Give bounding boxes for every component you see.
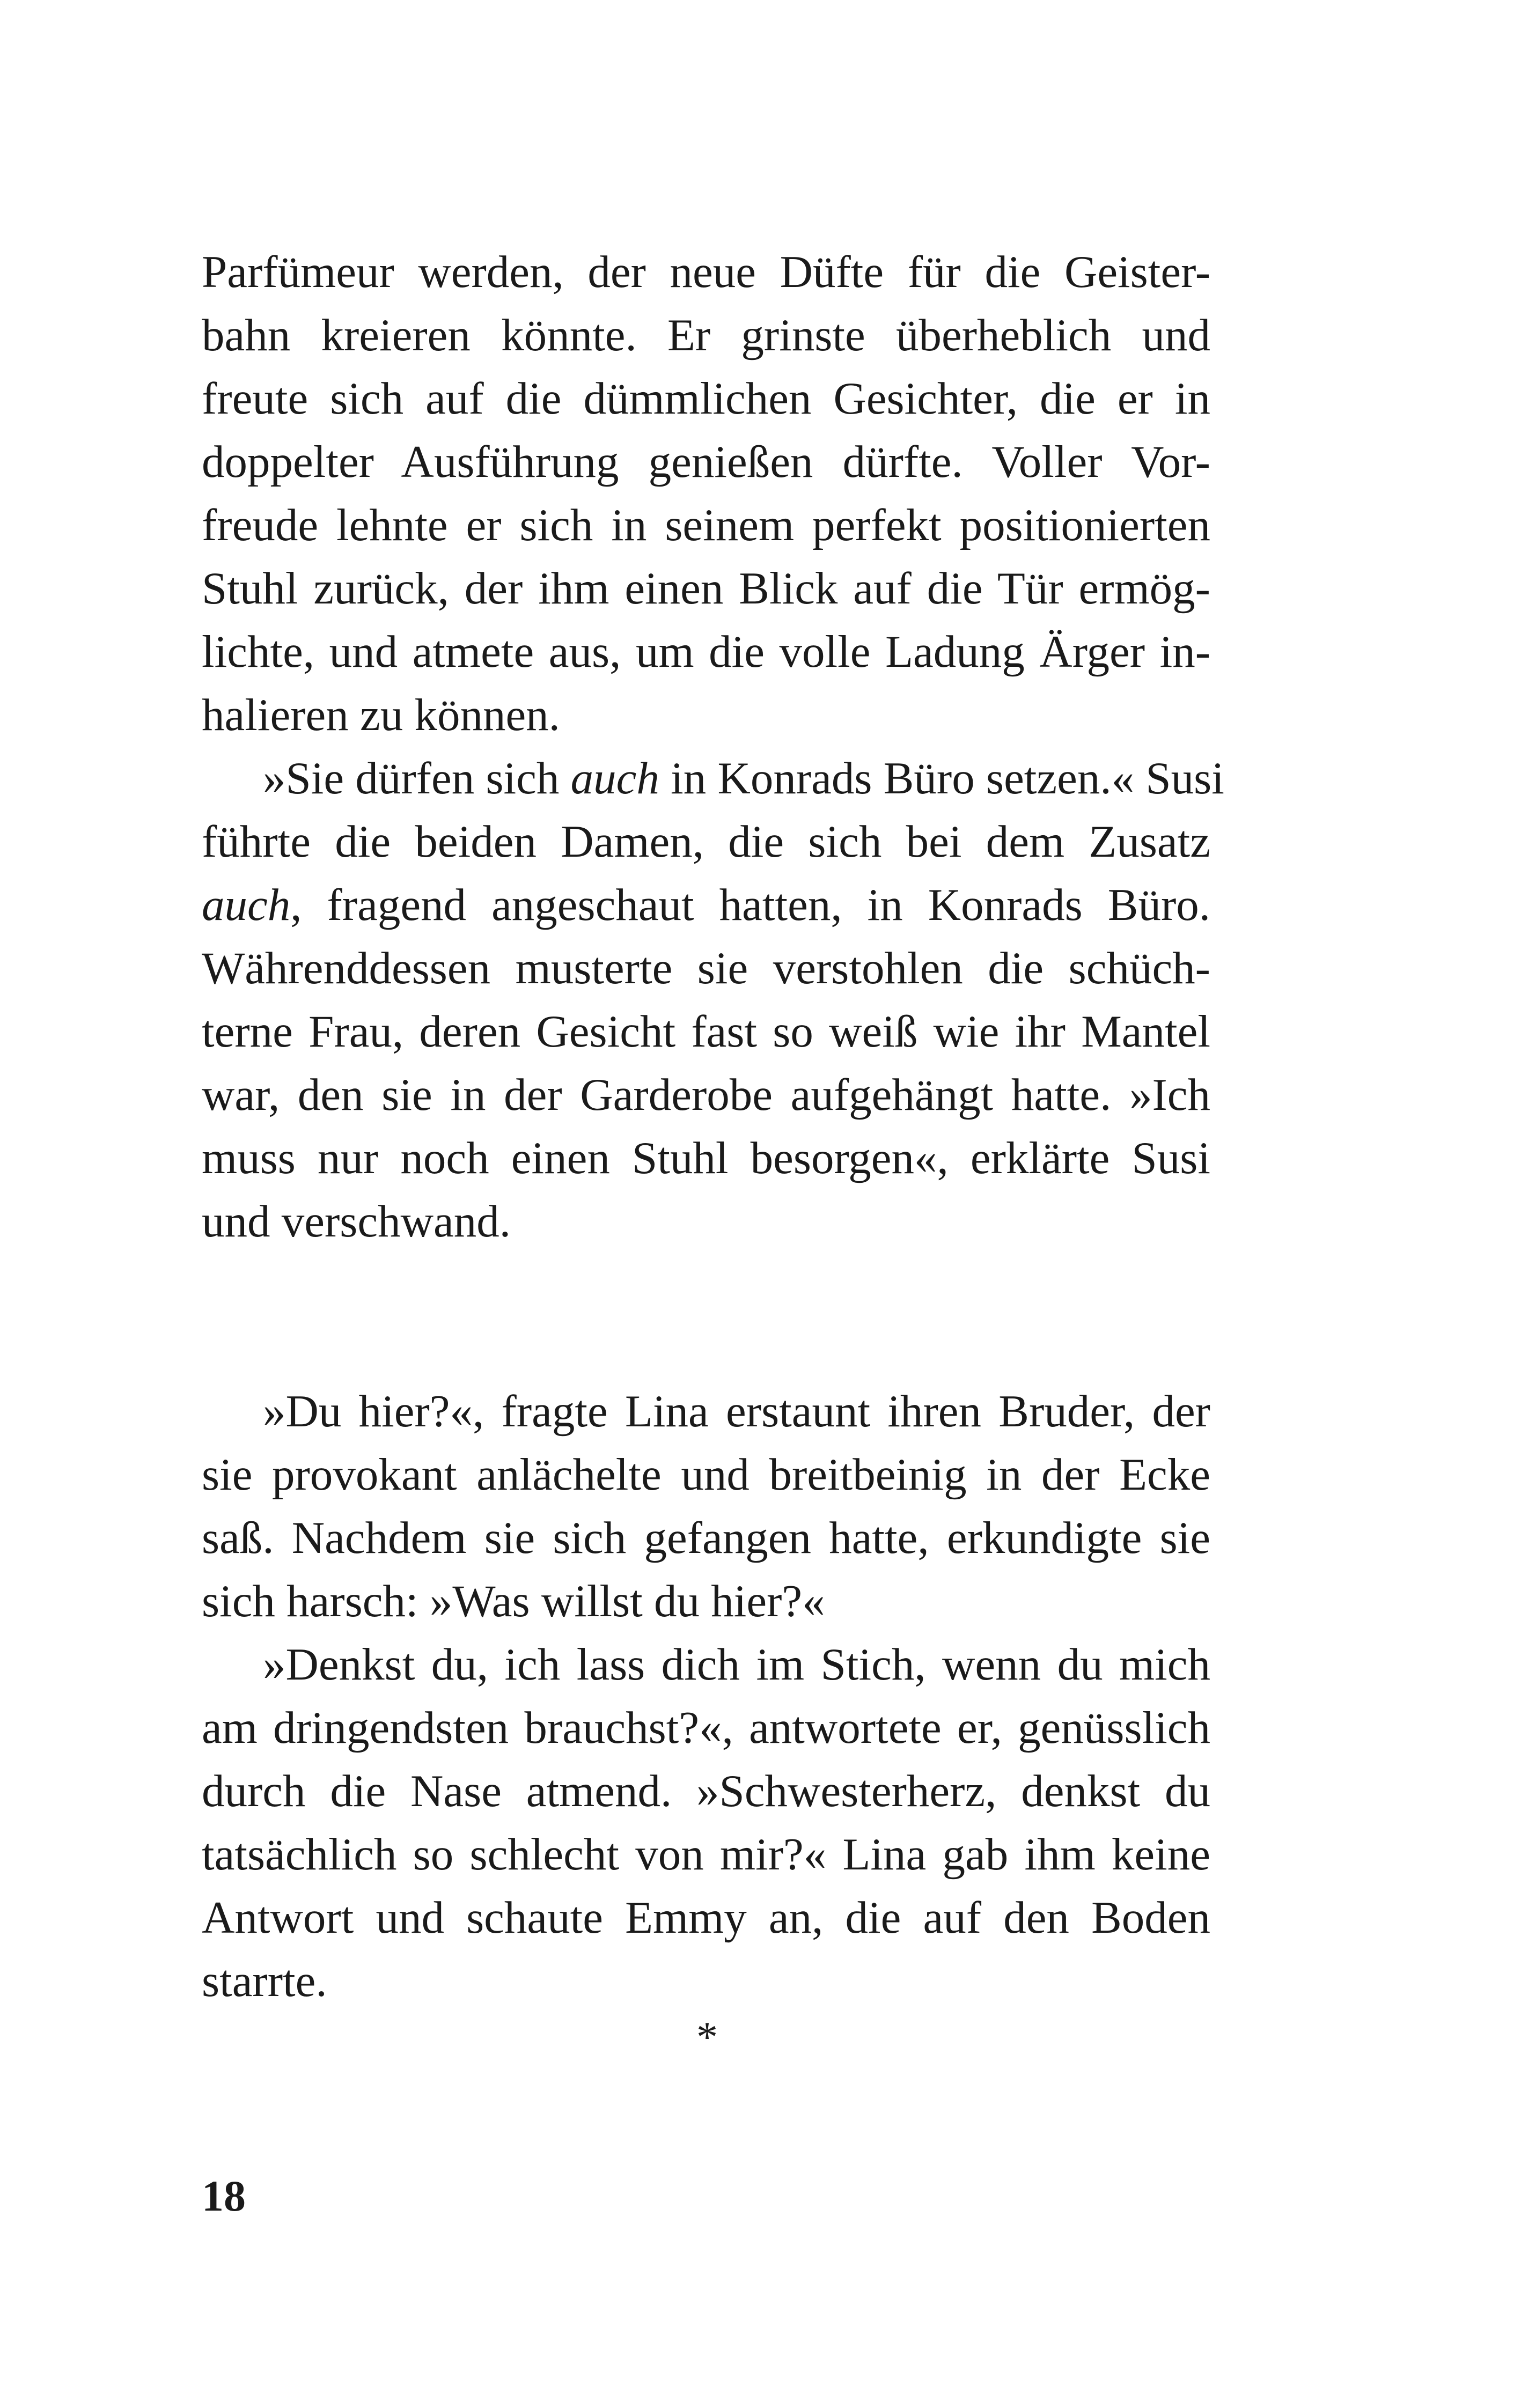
text-line: Parfümeur werden, der neue Düfte für die Geister- xyxy=(202,247,1210,297)
page-number: 18 xyxy=(202,2171,246,2220)
text-line: sich harsch: »Was willst du hier?« xyxy=(202,1576,825,1626)
text-line: halieren zu können. xyxy=(202,690,560,740)
section-separator: * xyxy=(696,2014,718,2061)
text-line: und verschwand. xyxy=(202,1196,511,1247)
text-line: »Denkst du, ich lass dich im Stich, wenn du mich xyxy=(263,1639,1210,1690)
text-line: war, den sie in der Garderobe aufgehängt hatte. »Ich xyxy=(202,1070,1210,1120)
text-fragment: in Konrads Büro setzen.« Susi xyxy=(659,753,1224,804)
text-line: Stuhl zurück, der ihm einen Blick auf die Tür ermög- xyxy=(202,563,1210,614)
text-fragment: »Sie dürfen sich xyxy=(263,753,571,804)
text-line: saß. Nachdem sie sich gefangen hatte, erkundigte sie xyxy=(202,1513,1210,1563)
text-line: am dringendsten brauchst?«, antwortete er, genüsslich xyxy=(202,1703,1210,1753)
text-line: durch die Nase atmend. »Schwesterherz, denkst du xyxy=(202,1766,1210,1816)
text-line: freude lehnte er sich in seinem perfekt positionierten xyxy=(202,500,1210,550)
italic-word: auch xyxy=(570,753,659,804)
text-line: freute sich auf die dümmlichen Gesichter, die er in xyxy=(202,373,1210,424)
text-line: muss nur noch einen Stuhl besorgen«, erklärte Susi xyxy=(202,1133,1210,1183)
text-line: starrte. xyxy=(202,1956,327,2006)
text-line: terne Frau, deren Gesicht fast so weiß wie ihr Mantel xyxy=(202,1006,1210,1057)
text-line xyxy=(202,747,1224,810)
body-text xyxy=(202,240,1224,2013)
text-line: bahn kreieren könnte. Er grinste überheblich und xyxy=(202,310,1210,360)
section-gap xyxy=(202,1253,1210,1380)
text-line: Antwort und schaute Emmy an, die auf den Boden xyxy=(202,1892,1210,1943)
text-line: sie provokant anlächelte und breitbeinig in der Ecke xyxy=(202,1449,1210,1500)
text-line: doppelter Ausführung genießen dürfte. Voller Vor- xyxy=(202,437,1210,487)
text-line: tatsächlich so schlecht von mir?« Lina gab ihm keine xyxy=(202,1829,1210,1880)
text-line: »Du hier?«, fragte Lina erstaunt ihren Bruder, der xyxy=(263,1386,1210,1437)
text-line xyxy=(202,873,1210,937)
text-fragment: , fragend angeschaut hatten, in Konrads Büro. xyxy=(290,880,1210,930)
text-line: lichte, und atmete aus, um die volle Ladung Ärger in- xyxy=(202,627,1210,677)
text-line: Währenddessen musterte sie verstohlen die schüch- xyxy=(202,943,1210,993)
italic-word: auch xyxy=(202,880,291,930)
text-line: führte die beiden Damen, die sich bei dem Zusatz xyxy=(202,816,1210,867)
